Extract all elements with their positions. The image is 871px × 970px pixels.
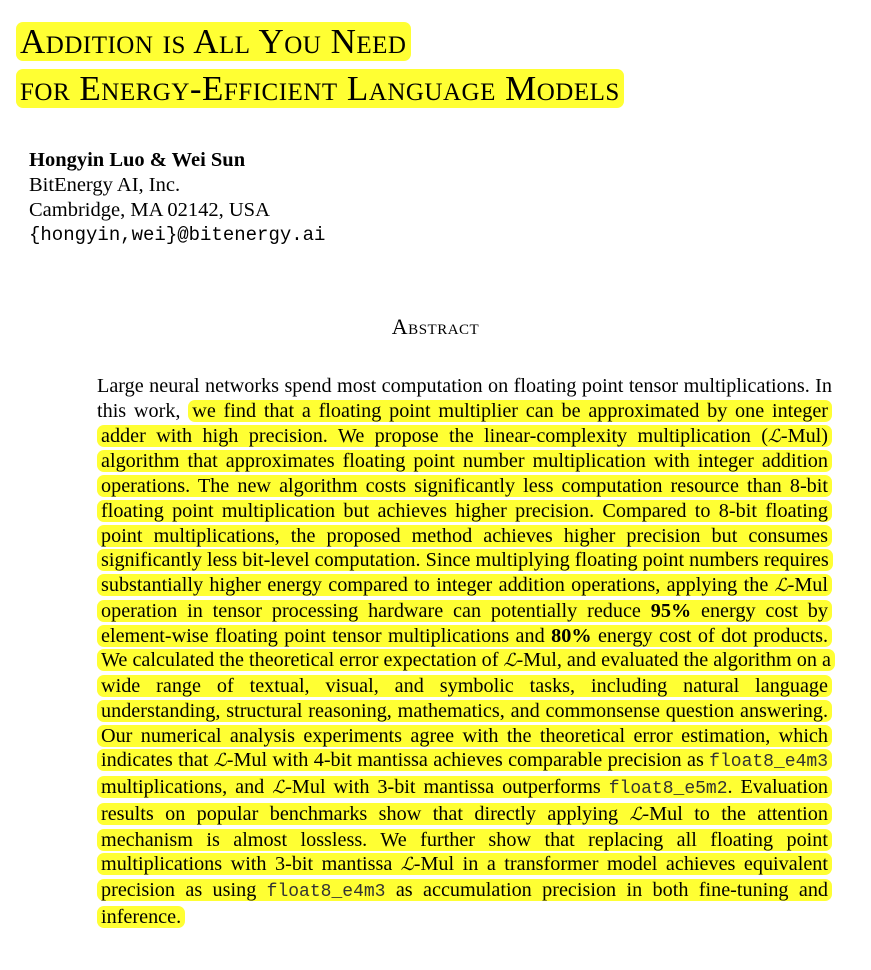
lmul-symbol: ℒ xyxy=(629,803,643,825)
affiliation: BitEnergy AI, Inc. xyxy=(29,174,181,196)
title-line-1: Addition is All You Need xyxy=(16,22,411,61)
abstract-highlight xyxy=(97,400,835,928)
lmul-symbol: ℒ xyxy=(503,650,517,672)
paper-title xyxy=(16,18,624,112)
energy-saving-elementwise: 95% xyxy=(650,599,692,622)
title-line-2: for Energy-Efficient Language Models xyxy=(16,69,624,108)
lmul-symbol: ℒ xyxy=(774,575,788,596)
format-float8-e5m2: float8_e5m2 xyxy=(608,779,728,799)
lmul-symbol: ℒ xyxy=(213,750,227,772)
lmul-symbol: ℒ xyxy=(400,854,414,876)
abstract-text: . Evaluation results on popular benchmarks show that directly applying xyxy=(101,776,829,825)
abstract-text: -Mul in a transformer model achieves equivalent precision as using xyxy=(101,853,828,901)
author-block xyxy=(29,148,325,248)
abstract-text: -Mul with 3-bit mantissa outperforms xyxy=(285,776,609,798)
abstract-text: -Mul) algorithm that approximates floating point number multiplication with integer addition operations. The new algorithm costs significantly less computation resource than 8-bit floating point multiplication but achieves higher precision. Compared to 8-bit floating point multiplications, the proposed method achieves higher precision but consumes significantly less bit-level computation. Since multiplying floating point numbers requires substantially higher energy compared to integer addition operations, applying the xyxy=(101,424,829,596)
abstract-body xyxy=(97,374,832,930)
abstract-text: multiplications, and xyxy=(101,776,273,798)
abstract-text: -Mul operation in tensor processing hardware can potentially reduce xyxy=(101,574,828,622)
energy-saving-dot-product: 80% xyxy=(551,624,592,647)
abstract-text: we find that a floating point multiplier can be approximated by one integer adder with high precision. We propose the linear-complexity multiplication ( xyxy=(101,399,829,447)
author-names: Hongyin Luo & Wei Sun xyxy=(29,149,246,171)
abstract-intro: Large neural networks spend most computation on floating point tensor multiplications. In this work, xyxy=(97,375,832,422)
abstract-text: -Mul with 4-bit mantissa achieves comparable precision as xyxy=(226,749,710,772)
lmul-symbol: ℒ xyxy=(272,777,286,798)
abstract-text: energy cost of dot products. We calculated the theoretical error expectation of xyxy=(101,624,828,672)
lmul-symbol: ℒ xyxy=(767,425,781,447)
format-float8-e4m3: float8_e4m3 xyxy=(709,752,828,773)
abstract-text: as accumulation precision in both fine-tuning and inference. xyxy=(101,879,829,928)
abstract-text: -Mul, and evaluated the algorithm on a wide range of textual, visual, and symbolic tasks, including natural language understanding, structural reasoning, mathematics, and commonsense question answering. Our numerical analysis experiments agree with the theoretical error estimation, which indicates that xyxy=(101,649,831,772)
abstract-text: energy cost by element-wise floating point tensor multiplications and xyxy=(101,599,828,647)
abstract-text: -Mul to the attention mechanism is almost lossless. We further show that replacing all floating point multiplications with 3-bit mantissa xyxy=(101,802,828,876)
format-float8-e4m3: float8_e4m3 xyxy=(266,882,386,902)
address: Cambridge, MA 02142, USA xyxy=(29,199,270,221)
abstract-heading: Abstract xyxy=(391,314,480,339)
author-email: {hongyin,wei}@bitenergy.ai xyxy=(29,224,326,246)
